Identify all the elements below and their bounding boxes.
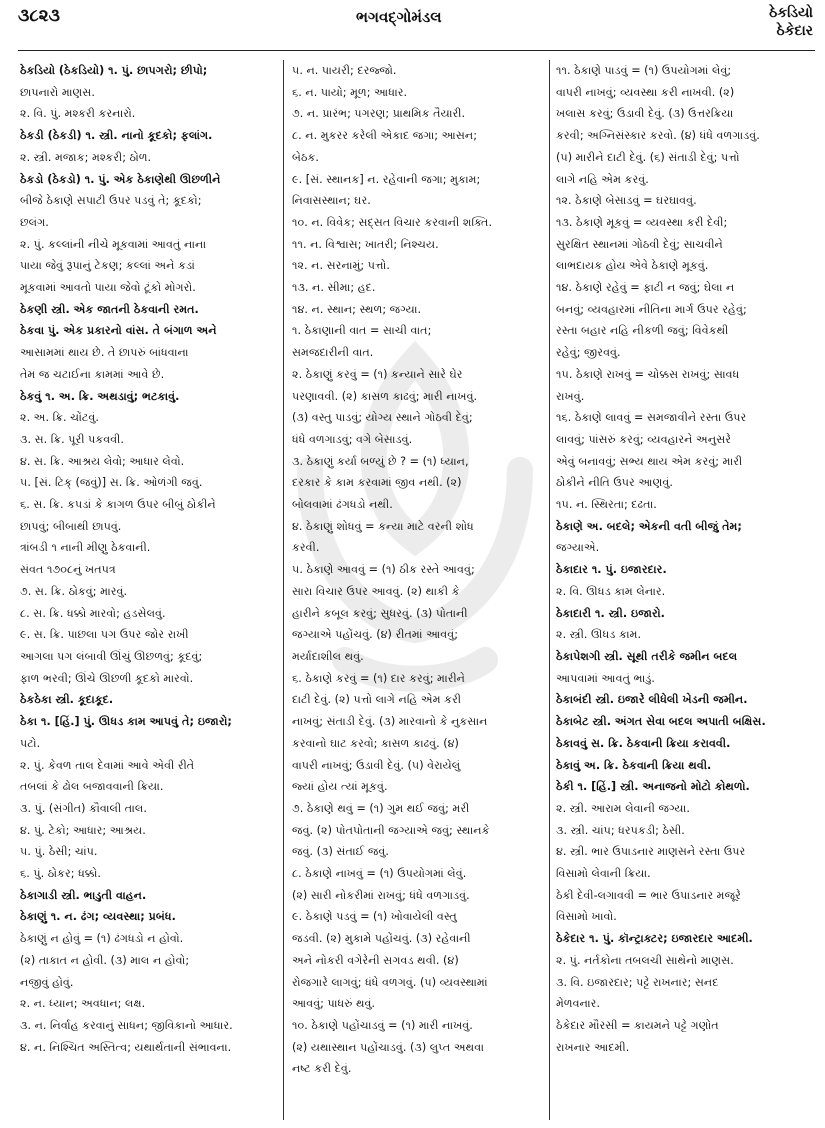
entry-line: ૩. ઠેકાણું કર્યા બળ્યું છે ? = (૧) ધ્યાન,: [292, 454, 469, 468]
headword-entry-line: ઠેકવું ૧. અ. ક્રિ. અથડાવું; ભટકાવું.: [20, 389, 180, 403]
entry-line: ૧૩. ઠેકાણે મૂકવું = વ્યવસ્થા કરી દેવી;: [556, 215, 728, 229]
entry-line: ૪. સ. ક્રિ. આશ્રય લેવો; આધાર લેવો.: [20, 454, 185, 468]
entry-line: સુરક્ષિત સ્થાનમાં ગોઠવી દેવું; સાચવીને: [556, 237, 723, 251]
entry-line: ૨. ઠેકાણું કરવું = (૧) કન્યાને સારે ઘેર: [292, 367, 463, 381]
entry-line: ૬. પું. ઠોકર; ધક્કો.: [20, 867, 101, 881]
entry-line: (૫) મારીને દાટી દેવું. (૬) સંતાડી દેવું; પત્તો: [556, 150, 740, 164]
entry-line: ૧૨. ન. સરનામું; પત્તો.: [292, 259, 390, 273]
column-2: [292, 60, 542, 1120]
headword-entry-line: ઠેકાબંદી સ્ત્રી. ઇજારે લીધેલી ખેડની જમીન.: [556, 693, 748, 707]
entry-line: છાપવું; બીબાથી છાપવું.: [20, 519, 122, 533]
entry-line: ૮. ન. મુકરર કરેલી એકાદ જગા; આસન;: [292, 129, 477, 143]
entry-line: ૫. [સં. ટિક્ (જવું)] સ. ક્રિ. ઓળંગી જવું.: [20, 476, 203, 490]
headword-entry-line: ઠેકાવવું સ. ક્રિ. ઠેકવાની ક્રિયા કરાવવી.: [556, 736, 731, 750]
entry-line: ૬. સ. ક્રિ. કપડાં કે કાગળ ઉપર બીબું ઠોકીને: [20, 498, 216, 512]
entry-line: ઠેકી દેવી-લગાવવી = ભાર ઉપાડનાર મજૂરે: [556, 888, 741, 902]
entry-line: આસામમાં થાય છે. તે છાપરું બાંધવાના: [20, 346, 189, 360]
entry-line: રસ્તા બહાર નહિ નીકળી જવું; વિવેકથી: [556, 324, 729, 338]
entry-line: ૫. ઠેકાણે આવવું = (૧) ઠીક રસ્તે આવવું;: [292, 563, 475, 577]
entry-line: ૭. ન. પ્રારંભ; પગરણ; પ્રાથમિક તૈયારી.: [292, 107, 466, 121]
entry-line: બીજે ઠેકાણે સપાટી ઉપર પડવું તે; કૂદકો;: [20, 194, 202, 208]
headword-entry-line: ઠેકાણું ૧. ન. ઢંગ; વ્યવસ્થા; પ્રબંધ.: [20, 910, 176, 924]
entry-line: મર્યાદાશીલ થવું.: [292, 649, 364, 663]
entry-line: ૧૧. ઠેકાણે પાડવું = (૧) ઉપયોગમાં લેવું;: [556, 64, 732, 77]
entry-line: ૨. અ. ક્રિ. ચોંટવું.: [20, 411, 99, 425]
entry-line: ૧૪. ન. સ્થાન; સ્થળ; જગ્યા.: [292, 302, 422, 316]
entry-line: ૫. ન. પાયરી; દરજ્જો.: [292, 64, 397, 77]
entry-line: દાટી દેવું. (૨) પત્તો લાગે નહિ એમ કરી: [292, 693, 462, 707]
entry-line: કરવી; અગ્નિસંસ્કાર કરવો. (૪) ધંધે વળગાડવું.: [556, 129, 760, 143]
entry-line: ૨. સ્ત્રી. આરામ લેવાની જગ્યા.: [556, 801, 690, 815]
entry-line: ૧૩. ન. સીમા; હદ.: [292, 281, 376, 295]
entry-line: લાવવું; પાંસરું કરવું; વ્યવહારને અનુસરે: [556, 432, 732, 446]
entry-line: પટો.: [20, 736, 41, 750]
entry-line: જગ્યાએ.: [556, 541, 600, 555]
headword-entry-line: ઠેકાદારી ૧. સ્ત્રી. ઇજારો.: [556, 606, 665, 620]
entry-line: ફાળ ભરવી; ઊંચે ઊછળી કૂદકો મારવો.: [20, 671, 194, 685]
entry-line: દરકાર કે કામ કરવામાં જીવ નથી. (૨): [292, 476, 462, 490]
headword-entry-line: ઠેકેદાર ૧. પું. કૉન્ટ્રાક્ટર; ઇજારદાર આદમી.: [556, 932, 753, 946]
entry-line: વાપરી નાખવું; વ્યવસ્થા કરી નાખવી. (૨): [556, 85, 735, 99]
entry-line: બેઠક.: [292, 150, 319, 164]
entry-line: સારા વિચાર ઉપર આવવું. (૨) થાકી કે: [292, 584, 460, 598]
entry-line: મૂકવામાં આવતો પાયા જેવો ટૂંકો મોગરો.: [20, 281, 196, 295]
entry-line: ૫. પું. ઠેસી; ચાંપ.: [20, 845, 98, 859]
headword-entry-line: ઠેકડી (ઠેકડી) ૧. સ્ત્રી. નાનો કૂદકો; ફલાંગ.: [20, 129, 213, 143]
entry-line: હારીને કબૂલ કરવું; સુધરવું. (૩) પોતાની: [292, 606, 468, 620]
entry-line: બોલવામાં ઢંગધડો નથી.: [292, 498, 393, 512]
entry-line: ૧૦. ઠેકાણે પહોંચાડવું = (૧) મારી નાખવું.: [292, 1018, 473, 1032]
headword-entry-line: ઠેકી ૧. [હિં.] સ્ત્રી. અનાજનો મોટો કોથળો.: [556, 780, 750, 794]
entry-line: નજીવું હોવું.: [20, 975, 74, 989]
entry-line: ૨. વિ. ઊધડ કામ લેનાર.: [556, 584, 666, 598]
headword-entry-line: ઠેકણી સ્ત્રી. એક જાતની ઠેકવાની રમત.: [20, 302, 199, 316]
headword-entry-line: ઠેકાણે અ. બદલે; એકની વતી બીજું તેમ;: [556, 519, 742, 533]
guide-words: [769, 4, 813, 40]
entry-line: રાખનાર આદમી.: [556, 1040, 630, 1054]
entry-line: નષ્ટ કરી દેવું.: [292, 1062, 352, 1076]
entry-line: લાગે નહિ એમ કરવું.: [556, 172, 649, 186]
entry-line: ૨. વિ. પું. મશ્કરી કરનારો.: [20, 107, 136, 121]
entry-line: ૭. સ. ક્રિ. ઠોકવું; મારવું.: [20, 584, 128, 598]
entry-line: ૮. સ. ક્રિ. ધક્કો મારવો; હડસેલવું.: [20, 606, 166, 620]
entry-line: ઠેકાણું ન હોવું = (૧) ઢંગધડો ન હોવો.: [20, 932, 184, 946]
entry-line: ૧૬. ઠેકાણે લાવવું = સમજાવીને રસ્તા ઉપર: [556, 411, 747, 425]
entry-line: ૪. ઠેકાણું શોધવું = કન્યા માટે વરની શોધ: [292, 519, 474, 533]
page-number: ૩૮૨૩: [18, 6, 60, 26]
headword-entry-line: ઠેકઠેકા સ્ત્રી. કૂદાકૂદ.: [20, 693, 114, 707]
entry-line: તબલાં કે ઢોલ બજાવવાની ક્રિયા.: [20, 780, 164, 794]
entry-line: કરવી.: [292, 541, 320, 555]
column-1: [20, 60, 272, 1120]
entry-line: ૬. ઠેકાણે કરવું = (૧) દાર કરવું; મારીને: [292, 671, 466, 685]
entry-line: ૨. પું. કેવળ તાલ દેવામાં આવે એવી રીતે: [20, 758, 195, 772]
headword-entry-line: ઠેકડો (ઠેકડો) ૧. પું. એક ઠેકાણેથી ઊછળીને: [20, 172, 221, 186]
entry-line: આવવું; પાધરું થવું.: [292, 997, 376, 1011]
entry-line: ૬. ન. પાયો; મૂળ; આધાર.: [292, 85, 408, 99]
entry-line: ૩. સ્ત્રી. ચાંપ; ધરપકડી; ઠેસી.: [556, 823, 685, 837]
entry-line: ૧. ઠેકાણાની વાત = સાચી વાત;: [292, 324, 432, 338]
entry-line: ૭. ઠેકાણે થવું = (૧) ગુમ થઈ જવું; મરી: [292, 801, 470, 815]
entry-line: અને નોકરી વગેરેની સગવડ થવી. (૪): [292, 953, 459, 967]
entry-line: સંવત ૧૭૦૮નું ખતપત્ર: [20, 563, 116, 577]
header-rule: [18, 50, 815, 51]
entry-line: વિસામો લેવાની ક્રિયા.: [556, 867, 651, 881]
headword-entry-line: ઠેકા ૧. [હિં.] પું. ઊધડ કામ આપવું તે; ઇજારો;: [20, 715, 232, 729]
entry-line: ૩. સ. ક્રિ. પૂરી પકવવી.: [20, 432, 124, 446]
entry-line: આગલા પગ લંબાવી ઊંચું ઊછળવું; કૂદવું;: [20, 649, 203, 663]
entry-line: ૩. પું. (સંગીત) કૌવાલી તાલ.: [20, 801, 147, 815]
entry-line: જડવી. (૨) મુકામે પહોંચવું. (૩) રહેવાની: [292, 932, 471, 946]
entry-line: ૨. ન. ધ્યાન; અવધાન; લક્ષ.: [20, 997, 146, 1011]
entry-line: જવું. (૨) પોતપોતાની જગ્યાએ જવું; સ્થાનકે: [292, 823, 490, 837]
guide-word-first: ઠેકડિયો: [769, 5, 813, 21]
entry-line: વિસામો ખાવો.: [556, 910, 617, 924]
entry-line: ૧૦. ન. વિવેક; સદ્સત વિચાર કરવાની શક્તિ.: [292, 215, 493, 229]
entry-line: તેમ જ ચટાઈના કામમાં આવે છે.: [20, 367, 165, 381]
entry-line: એવું બનાવવું; સભ્ય થાય એમ કરવું; મારી: [556, 454, 743, 468]
column-divider: [549, 60, 550, 1120]
entry-line: નિવાસસ્થાન; ઘર.: [292, 194, 371, 208]
entry-line: ૯. ઠેકાણે પડવું = (૧) ખોવાયેલી વસ્તુ: [292, 910, 457, 924]
entry-line: રોજગારે લાગવું; ધંધે વળગવું. (૫) વ્યવસ્થામાં: [292, 975, 488, 989]
entry-line: કરવાનો ઘાટ કરવો; કાસળ કાઢવું. (૪): [292, 736, 459, 750]
column-3: [556, 60, 818, 1120]
guide-word-last: ઠેકેદાર: [776, 23, 813, 39]
entry-line: (૨) સારી નોકરીમાં રાખવું; ધંધે વળગાડવું.: [292, 888, 470, 902]
entry-line: છલંગ.: [20, 215, 49, 229]
running-title: ભગવદ્ગોમંડલ: [356, 8, 442, 26]
entry-line: ૧૨. ઠેકાણે બેસાડવું = ઘરઘાવવું.: [556, 194, 697, 208]
headword-entry-line: ઠેકાબેટ સ્ત્રી. અંગત સેવા બદલ અપાતી બક્ષિસ.: [556, 715, 766, 729]
entry-line: પરણાવવી. (૨) કાસળ કાઢવું; મારી નાખવું.: [292, 389, 478, 403]
entry-line: ૧૧. ન. વિશ્વાસ; ખાતરી; નિશ્ચય.: [292, 237, 439, 251]
entry-line: ૪. પું. ટેકો; આધાર; આશ્રય.: [20, 823, 146, 837]
entry-line: જગ્યાએ પહોંચવું. (૪) રીતમાં આવવું;: [292, 628, 459, 642]
entry-line: ૯. સ. ક્રિ. પાછલા પગ ઉપર જોર રાખી: [20, 628, 189, 642]
entry-line: (૩) વસ્તુ પાડવું; યોગ્ય સ્થાને ગોઠવી દેવું;: [292, 411, 473, 425]
headword-entry-line: ઠેકવા પું. એક પ્રકારનો વાંસ. તે બંગાળ અને: [20, 324, 217, 338]
entry-line: રાખવું.: [556, 389, 585, 403]
entry-line: જ્યાં હોય ત્યાં મૂકવું.: [292, 780, 388, 794]
entry-line: ૧૫. ન. સ્થિરતા; દઢતા.: [556, 498, 657, 512]
entry-line: આપવામાં આવતું ભાડું.: [556, 671, 655, 685]
entry-line: ૧૪. ઠેકાણે રહેવું = ફાટી ન જવું; ઘેલા ન: [556, 281, 735, 295]
entry-line: (૨) યથાસ્થાન પહોંચાડવું. (૩) લુપ્ત અથવા: [292, 1040, 484, 1054]
entry-line: ૨. પું. કલ્લાંની નીચે મૂકવામાં આવતું નાના: [20, 237, 207, 251]
entry-line: પાયા જેવું રૂપાનું ટેકણ; કલ્લાં અને કડાં: [20, 259, 195, 273]
entry-line: ૪. સ્ત્રી. ભાર ઉપાડનાર માણસને રસ્તા ઉપર: [556, 845, 746, 859]
entry-line: લાભદાયક હોય એવે ઠેકાણે મૂકવું.: [556, 259, 709, 273]
entry-line: ૩. ન. નિર્વાહ કરવાનું સાધન; જીવિકાનો આધાર.: [20, 1018, 233, 1032]
entry-line: ઠોકીને નીતિ ઉપર આણવું.: [556, 476, 673, 490]
entry-line: ૩. વિ. ઇજારદાર; પટ્ટે રાખનાર; સનદ: [556, 975, 719, 989]
headword-entry-line: ઠેકાપેશગી સ્ત્રી. સૂથી તરીકે જમીન બદલ: [556, 649, 738, 663]
entry-line: ઠેકેદાર મૌરસી = કાયમને પટ્ટે ગણોત: [556, 1018, 719, 1032]
entry-line: નાખવું; સંતાડી દેવું. (૩) મારવાનો કે નુકસાન: [292, 715, 488, 729]
entry-line: મેળવનાર.: [556, 997, 601, 1011]
entry-line: ૪. ન. નિશ્ચિત અસ્તિત્વ; યથાર્થતાની સંભાવના.: [20, 1040, 232, 1054]
headword-entry-line: ઠેકાવું અ. ક્રિ. ઠેકવાની ક્રિયા થવી.: [556, 758, 712, 772]
headword-entry-line: ઠેકાગાડી સ્ત્રી. ભાડુતી વાહન.: [20, 888, 147, 902]
entry-line: ૨. પું. નર્તકોના તબલચી સાથેનો માણસ.: [556, 953, 734, 967]
entry-line: રહેવું; જીરવવું.: [556, 346, 621, 360]
entry-line: (૨) તાકાત ન હોવી. (૩) માલ ન હોવો;: [20, 953, 190, 967]
headword-entry-line: ઠેકાદાર ૧. પું. ઇજારદાર.: [556, 563, 667, 577]
entry-line: ત્રાંબડી ૧ નાની મીણુ ઠેકવાની.: [20, 541, 151, 555]
entry-line: ૨. સ્ત્રી. મજાક; મશ્કરી; ઠોળ.: [20, 150, 152, 164]
column-divider: [283, 60, 284, 1120]
entry-line: વાપરી નાખવું; ઉડાવી દેવું. (૫) વેરાયેલું: [292, 758, 461, 772]
entry-line: ખલાસ કરવું; ઉડાવી દેવું. (૩) ઉત્તરક્રિયા: [556, 107, 734, 121]
entry-line: સમજદારીની વાત.: [292, 346, 374, 360]
entry-line: ૯. [સં. સ્થાનક] ન. રહેવાની જગા; મુકામ;: [292, 172, 481, 186]
entry-line: જવું. (૩) સંતાઈ જવું.: [292, 845, 389, 859]
entry-line: ધંધે વળગાડવું; વગે બેસાડવું.: [292, 432, 413, 446]
entry-line: છાપનારો માણસ.: [20, 85, 95, 99]
entry-line: ૨. સ્ત્રી. ઊધડ કામ.: [556, 628, 642, 642]
entry-line: ૮. ઠેકાણે નાખવું = (૧) ઉપયોગમાં લેવું.: [292, 867, 467, 881]
entry-line: બનવું; વ્યવહારમાં નીતિના માર્ગ ઉપર રહેવું;: [556, 302, 747, 316]
entry-line: ૧૫. ઠેકાણે રાખવું = ચોક્કસ રાખવું; સાવધ: [556, 367, 740, 381]
headword-entry-line: ઠેકડિયો (ઠેકડિયો) ૧. પું. છાપગરો; છીપો;: [20, 64, 208, 77]
